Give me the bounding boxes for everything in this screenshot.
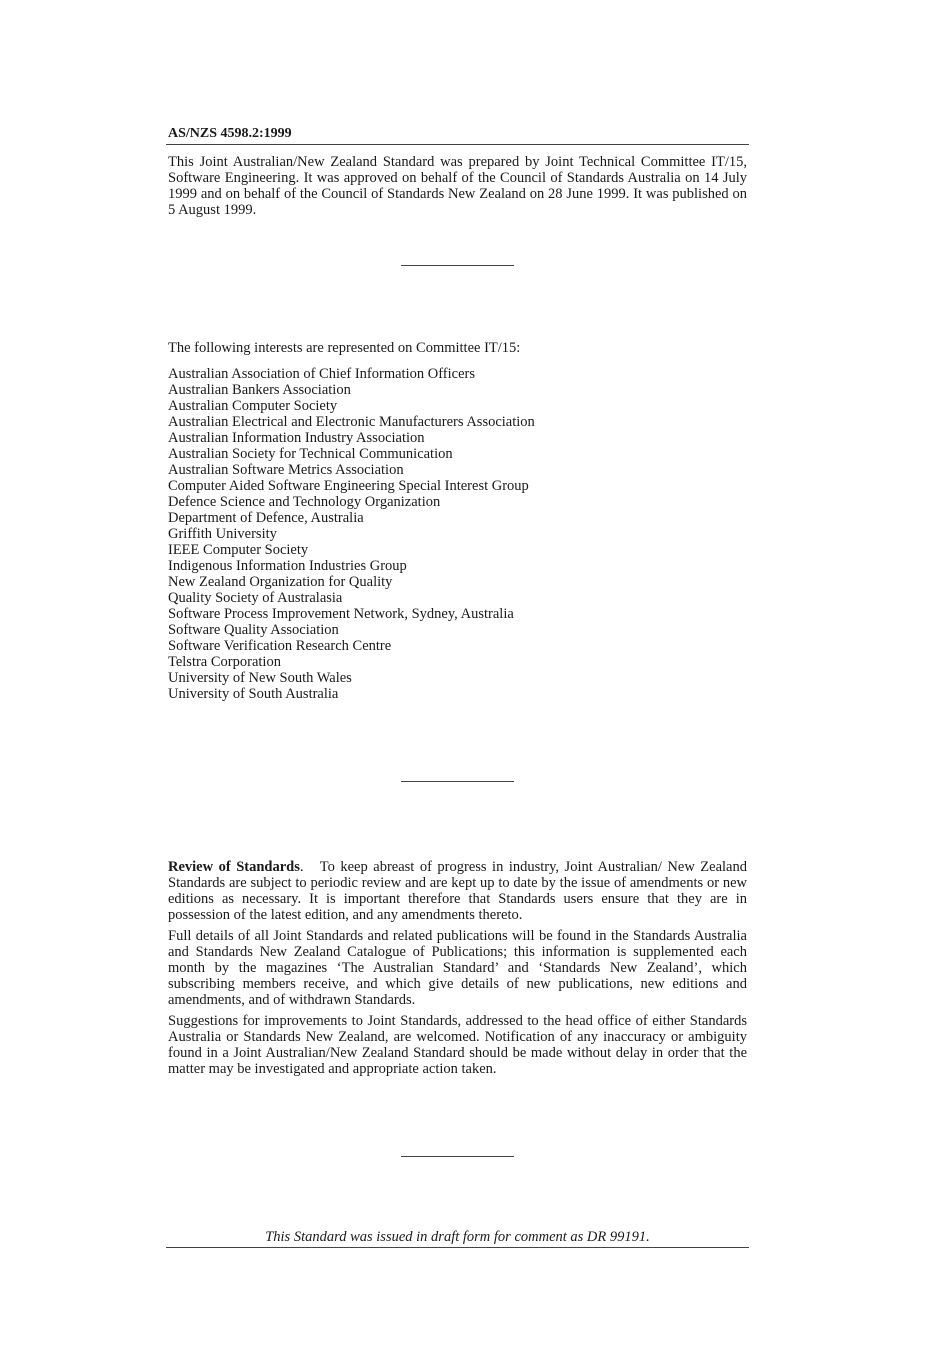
section-divider xyxy=(401,781,514,782)
list-item: IEEE Computer Society xyxy=(168,542,309,558)
list-item: Software Quality Association xyxy=(168,622,339,638)
footer-rule xyxy=(166,1247,749,1248)
list-item: Australian Information Industry Association xyxy=(168,430,425,446)
list-item: Telstra Corporation xyxy=(168,654,281,670)
review-paragraph-3: Suggestions for improvements to Joint Standards, addressed to the head office of either Standards Australia or Standards New Zealand, are welcomed. Notification of any inaccuracy or ambiguity found in a Joint Australian/New Zealand Standard should be made without delay in order that the matter may be investigated and appropriate action taken. xyxy=(168,1013,747,1077)
section-divider xyxy=(401,1156,514,1157)
review-paragraph-2: Full details of all Joint Standards and related publications will be found in the Standards Australia and Standards New Zealand Catalogue of Publications; this information is supplemented each month by the magazines ‘The Australian Standard’ and ‘Standards New Zealand’, which subscribing members receive, and which give details of new publications, new editions and amendments, and of withdrawn Standards. xyxy=(168,928,747,1008)
list-item: Australian Electrical and Electronic Manufacturers Association xyxy=(168,414,535,430)
list-item: Computer Aided Software Engineering Special Interest Group xyxy=(168,478,529,494)
section-divider xyxy=(401,265,514,266)
list-item: Quality Society of Australasia xyxy=(168,590,343,606)
list-item: University of South Australia xyxy=(168,686,339,702)
intro-paragraph: This Joint Australian/New Zealand Standard was prepared by Joint Technical Committee IT/15, Software Engineering. It was approved on behalf of the Council of Standards Australia on 14 July 1999 and on behalf of the Council of Standards New Zealand on 28 June 1999. It was published on 5 August 1999. xyxy=(168,154,747,218)
list-item: Australian Society for Technical Communication xyxy=(168,446,453,462)
list-item: Australian Bankers Association xyxy=(168,382,351,398)
list-item: Department of Defence, Australia xyxy=(168,510,364,526)
list-item: Australian Software Metrics Association xyxy=(168,462,404,478)
list-item: Griffith University xyxy=(168,526,277,542)
header-rule xyxy=(166,144,749,145)
review-title: Review of Standards xyxy=(168,859,300,875)
list-item: Software Process Improvement Network, Sydney, Australia xyxy=(168,606,514,622)
list-item: New Zealand Organization for Quality xyxy=(168,574,393,590)
list-item: Defence Science and Technology Organization xyxy=(168,494,441,510)
review-text-1: To keep abreast of progress in industry, Joint Australian/ New Zealand Standards are subject to periodic review and are kept up to date by the issue of amendments or new editions as necessary. It is important therefore that Standards users ensure that they are in possession of the latest edition, and any amendments thereto. xyxy=(168,859,747,923)
list-item: University of New South Wales xyxy=(168,670,352,686)
standard-identifier: AS/NZS 4598.2:1999 xyxy=(168,126,292,141)
list-item: Australian Computer Society xyxy=(168,398,338,414)
review-section xyxy=(168,859,747,1082)
review-title-punct: . xyxy=(299,859,304,875)
list-item: Indigenous Information Industries Group xyxy=(168,558,407,574)
committee-heading: The following interests are represented on Committee IT/15: xyxy=(168,340,521,356)
committee-member-list xyxy=(168,366,535,702)
review-paragraph-1 xyxy=(168,859,747,923)
draft-note: This Standard was issued in draft form for comment as DR 99191. xyxy=(265,1229,650,1245)
list-item: Australian Association of Chief Information Officers xyxy=(168,366,475,382)
list-item: Software Verification Research Centre xyxy=(168,638,392,654)
